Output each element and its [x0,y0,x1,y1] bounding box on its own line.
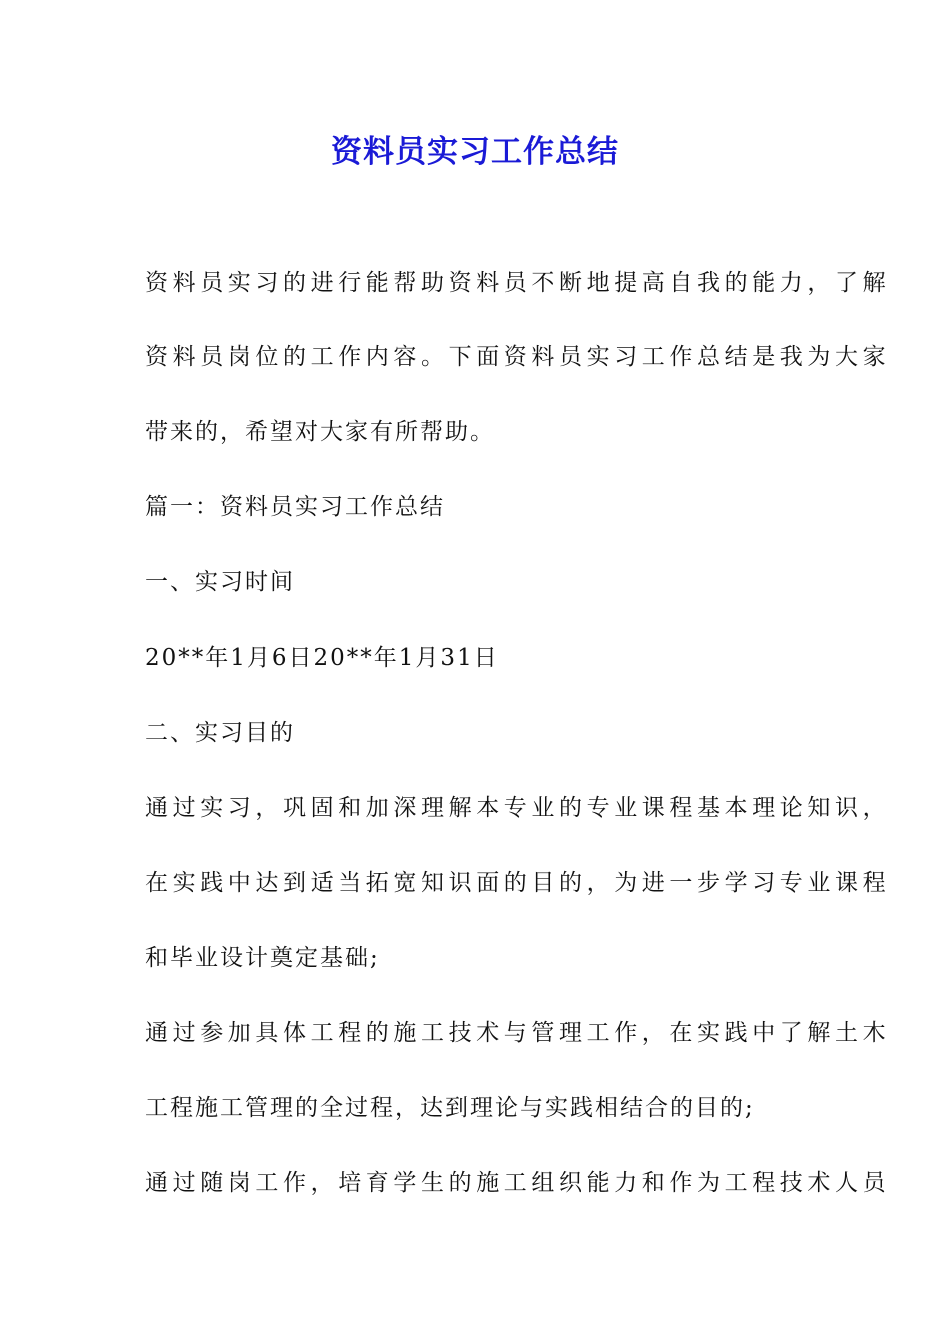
body-line-3: 带来的，希望对大家有所帮助。 [145,419,495,445]
body-line-8: 通过实习，巩固和加深理解本专业的专业课程基本理论知识， [145,795,891,821]
body-line-13: 通过随岗工作，培育学生的施工组织能力和作为工程技术人员 [145,1170,891,1196]
document-title: 资料员实习工作总结 [331,134,619,170]
subheading-internship-time: 一、实习时间 [145,569,295,595]
body-line-10: 和毕业设计奠定基础; [145,945,380,971]
body-line-2: 资料员岗位的工作内容。下面资料员实习工作总结是我为大家 [145,344,891,370]
section-heading-1: 篇一：资料员实习工作总结 [145,494,445,520]
body-line-11: 通过参加具体工程的施工技术与管理工作，在实践中了解土木 [145,1020,891,1046]
body-line-12: 工程施工管理的全过程，达到理论与实践相结合的目的; [145,1095,755,1121]
body-line-1: 资料员实习的进行能帮助资料员不断地提高自我的能力，了解 [145,270,891,296]
body-line-9: 在实践中达到适当拓宽知识面的目的，为进一步学习专业课程 [145,870,891,896]
internship-dates: 20**年1月6日20**年1月31日 [145,645,499,671]
subheading-internship-purpose: 二、实习目的 [145,720,295,746]
